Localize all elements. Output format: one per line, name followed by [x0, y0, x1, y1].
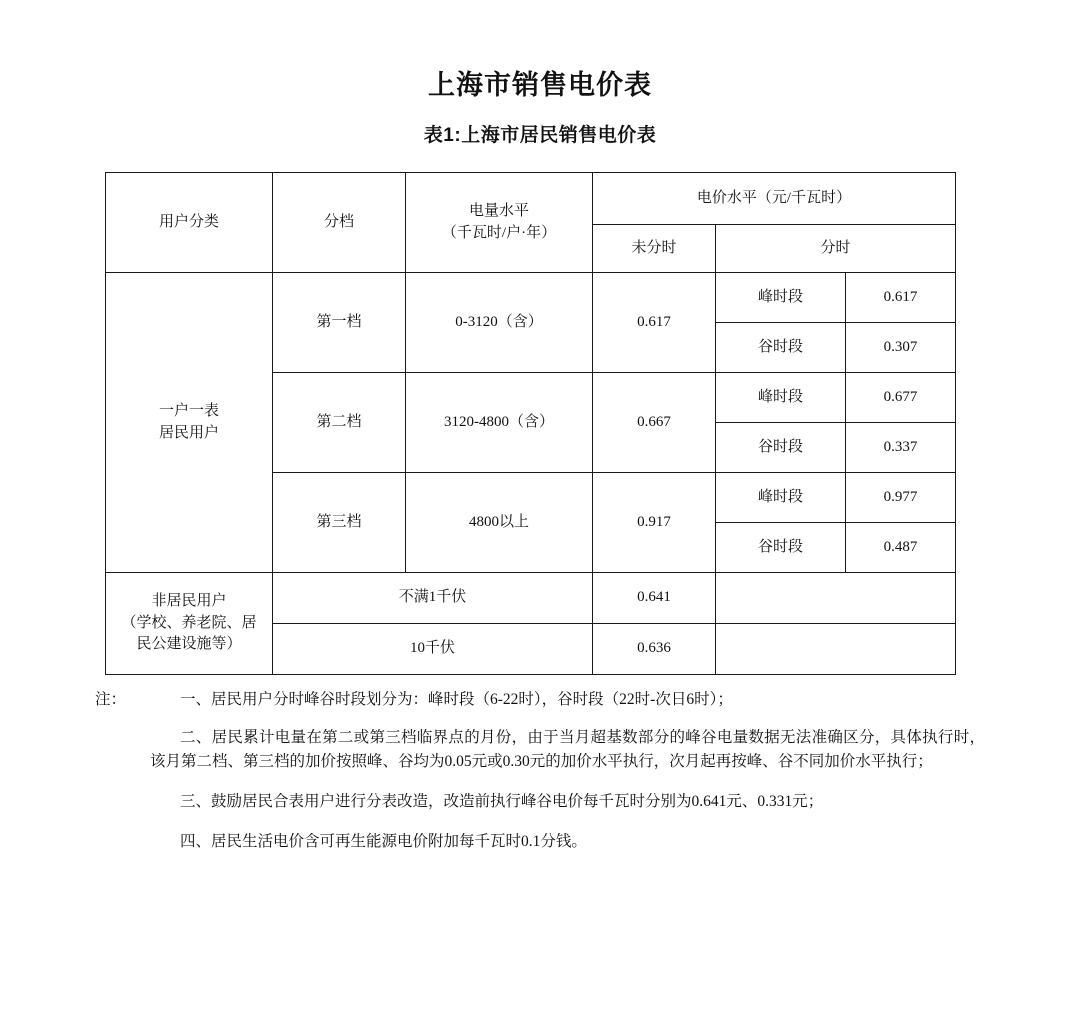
non-residential-category-line1: 非居民用户: [151, 592, 227, 609]
table-row: [106, 573, 956, 624]
page-subtitle: 表1:上海市居民销售电价表: [423, 125, 657, 146]
cell-tou-price-3-peak: 0.977: [846, 473, 956, 523]
cell-non-residential-price-2: 0.636: [593, 624, 716, 675]
residential-category-line2: 居民用户: [158, 424, 219, 441]
note-text-4: 四、居民生活电价含可再生能源电价附加每千瓦时0.1分钱。: [180, 833, 587, 851]
cell-non-residential-tou-1: [716, 573, 956, 624]
cell-tou-price-1-peak: 0.617: [846, 273, 956, 323]
cell-tou-period-1-peak: 峰时段: [716, 273, 846, 323]
residential-price-table: [105, 172, 956, 675]
header-usage-level-line2: （千瓦时/户·年）: [441, 224, 557, 241]
cell-residential-category: [106, 273, 273, 573]
cell-tier-1: 第一档: [273, 273, 406, 373]
notes-section: [95, 688, 985, 868]
cell-voltage-2: 10千伏: [273, 624, 593, 675]
cell-non-tou-price-3: 0.917: [593, 473, 716, 573]
cell-tou-price-2-peak: 0.677: [846, 373, 956, 423]
price-table-container: [105, 172, 955, 675]
cell-tou-price-1-valley: 0.307: [846, 323, 956, 373]
cell-usage-1: 0-3120（含）: [406, 273, 593, 373]
cell-usage-3: 4800以上: [406, 473, 593, 573]
note-text-3: 三、鼓励居民合表用户进行分表改造，改造前执行峰谷电价每千瓦时分别为0.641元、0.331元；: [180, 793, 824, 811]
table-row: [106, 273, 956, 323]
cell-non-tou-price-1: 0.617: [593, 273, 716, 373]
non-residential-category-line3: 民公建设施等）: [136, 636, 242, 653]
header-tou: 分时: [716, 225, 956, 273]
cell-voltage-1: 不满1千伏: [273, 573, 593, 624]
cell-non-residential-price-1: 0.641: [593, 573, 716, 624]
residential-category-line1: 一户一表: [158, 402, 219, 419]
cell-tou-period-3-peak: 峰时段: [716, 473, 846, 523]
cell-non-residential-tou-2: [716, 624, 956, 675]
cell-tier-3: 第三档: [273, 473, 406, 573]
header-price-level: 电价水平（元/千瓦时）: [593, 173, 956, 225]
note-item-4: [95, 830, 985, 854]
note-item-2: [95, 726, 985, 774]
header-usage-level: [406, 173, 593, 273]
header-tier: 分档: [273, 173, 406, 273]
notes-label: 注：: [95, 691, 127, 708]
note-item-1: [95, 688, 985, 712]
cell-tou-period-2-valley: 谷时段: [716, 423, 846, 473]
header-non-tou: 未分时: [593, 225, 716, 273]
cell-non-residential-category: [106, 573, 273, 675]
page-title: 上海市销售电价表: [428, 70, 652, 100]
note-item-3: [95, 790, 985, 814]
header-user-category: 用户分类: [106, 173, 273, 273]
table-header-row-1: [106, 173, 956, 225]
cell-non-tou-price-2: 0.667: [593, 373, 716, 473]
cell-usage-2: 3120-4800（含）: [406, 373, 593, 473]
cell-tou-period-3-valley: 谷时段: [716, 523, 846, 573]
non-residential-category-line2: （学校、养老院、居: [121, 614, 257, 631]
cell-tou-price-3-valley: 0.487: [846, 523, 956, 573]
note-text-1: 一、居民用户分时峰谷时段划分为：峰时段（6-22时），谷时段（22时-次日6时）；: [180, 691, 733, 708]
cell-tier-2: 第二档: [273, 373, 406, 473]
cell-tou-price-2-valley: 0.337: [846, 423, 956, 473]
cell-tou-period-1-valley: 谷时段: [716, 323, 846, 373]
note-text-2: 二、居民累计电量在第二或第三档临界点的月份，由于当月超基数部分的峰谷电量数据无法准确区分，具体执行时，该月第二档、第三档的加价按照峰、谷均为0.05元或0.30元的加价水平执行，次月起再按峰、谷不同加价水平执行；: [150, 729, 985, 771]
cell-tou-period-2-peak: 峰时段: [716, 373, 846, 423]
header-usage-level-line1: 电量水平: [468, 202, 529, 219]
